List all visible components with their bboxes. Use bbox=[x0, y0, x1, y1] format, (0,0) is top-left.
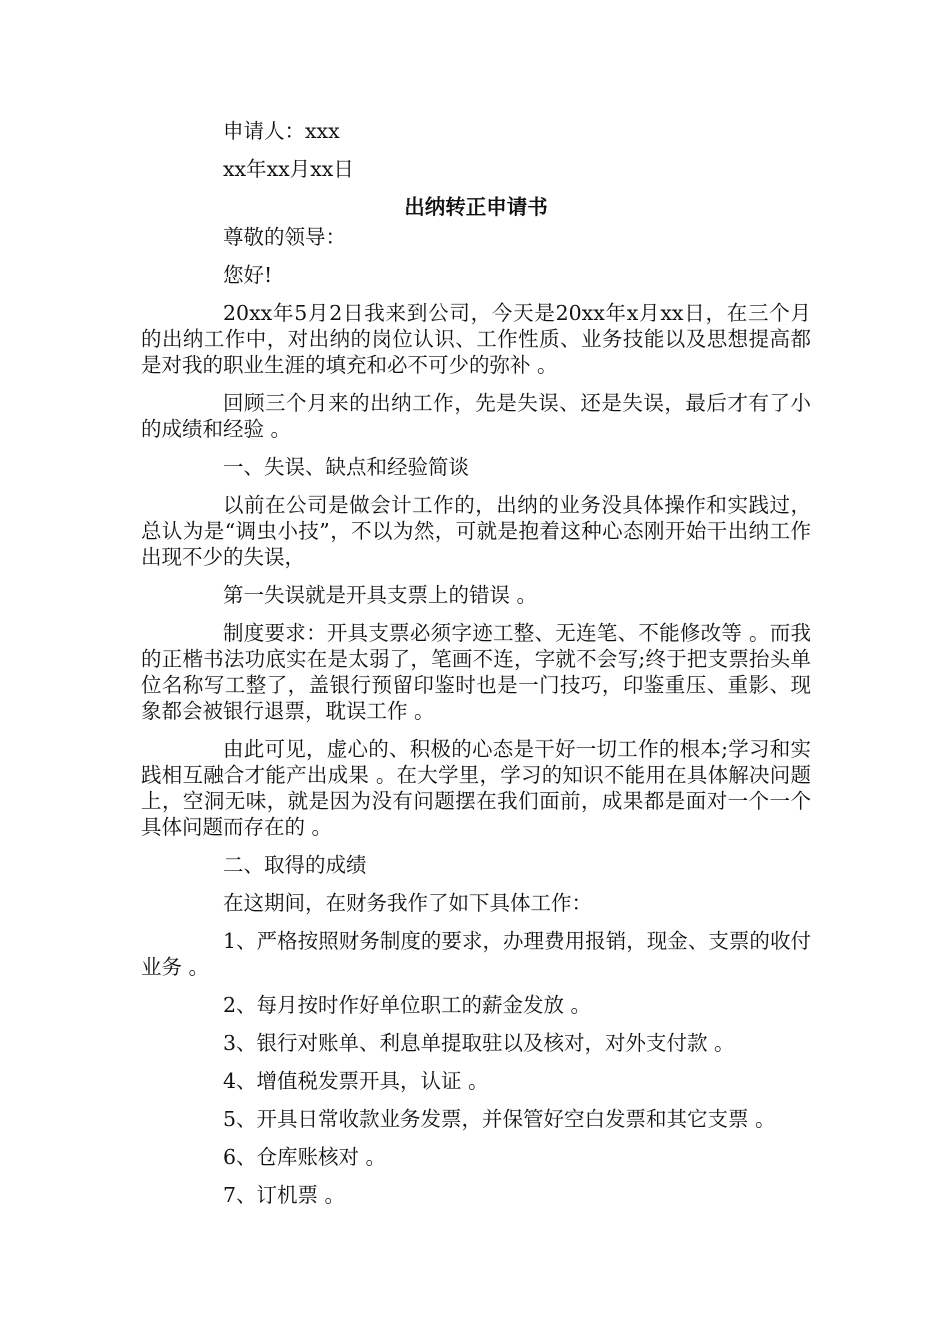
list-item: 7、订机票 。 bbox=[223, 1183, 346, 1207]
section-heading: 二、取得的成绩 bbox=[223, 853, 367, 877]
list-item: 2、每月按时作好单位职工的薪金发放 。 bbox=[223, 993, 592, 1017]
list-item: 4、增值税发票开具，认证 。 bbox=[223, 1069, 489, 1093]
paragraph: 回顾三个月来的出纳工作，先是失误、还是失误，最后才有了小的成绩和经验 。 bbox=[141, 391, 811, 441]
paragraph: 20xx年5月2日我来到公司，今天是20xx年x月xx日，在三个月的出纳工作中，对出纳的岗位认识、工作性质、业务技能以及思想提高都是对我的职业生涯的填充和必不可少的弥补 。 bbox=[141, 301, 811, 377]
list-item: 1、严格按照财务制度的要求，办理费用报销，现金、支票的收付业务 。 bbox=[141, 929, 811, 979]
greeting: 您好! bbox=[223, 263, 273, 287]
paragraph: 在这期间，在财务我作了如下具体工作： bbox=[223, 891, 592, 915]
date-line: xx年xx月xx日 bbox=[223, 157, 354, 181]
list-item: 6、仓库账核对 。 bbox=[223, 1145, 387, 1169]
section-heading: 一、失误、缺点和经验简谈 bbox=[223, 455, 469, 479]
applicant-line: 申请人：xxx bbox=[223, 119, 340, 143]
salutation: 尊敬的领导： bbox=[223, 225, 346, 249]
paragraph: 以前在公司是做会计工作的，出纳的业务没具体操作和实践过，总认为是“调虫小技”，不以为然，可就是抱着这种心态刚开始干出纳工作出现不少的失误， bbox=[141, 493, 811, 569]
document-body bbox=[141, 118, 811, 1220]
paragraph: 制度要求：开具支票必须字迹工整、无连笔、不能修改等 。而我的正楷书法功底实在是太弱了，笔画不连，字就不会写;终于把支票抬头单位名称写工整了，盖银行预留印鉴时也是一门技巧，印鉴重压、重影、现象都会被银行退票，耽误工作 。 bbox=[141, 621, 811, 723]
paragraph: 第一失误就是开具支票上的错误 。 bbox=[223, 583, 538, 607]
list-item: 3、银行对账单、利息单提取驻以及核对，对外支付款 。 bbox=[223, 1031, 735, 1055]
document-title: 出纳转正申请书 bbox=[404, 195, 548, 219]
paragraph: 由此可见，虚心的、积极的心态是干好一切工作的根本;学习和实践相互融合才能产出成果 。在大学里，学习的知识不能用在具体解决问题上，空洞无味，就是因为没有问题摆在我们面前，成果都是面对一个一个具体问题而存在的 。 bbox=[141, 737, 811, 839]
list-item: 5、开具日常收款业务发票，并保管好空白发票和其它支票 。 bbox=[223, 1107, 776, 1131]
